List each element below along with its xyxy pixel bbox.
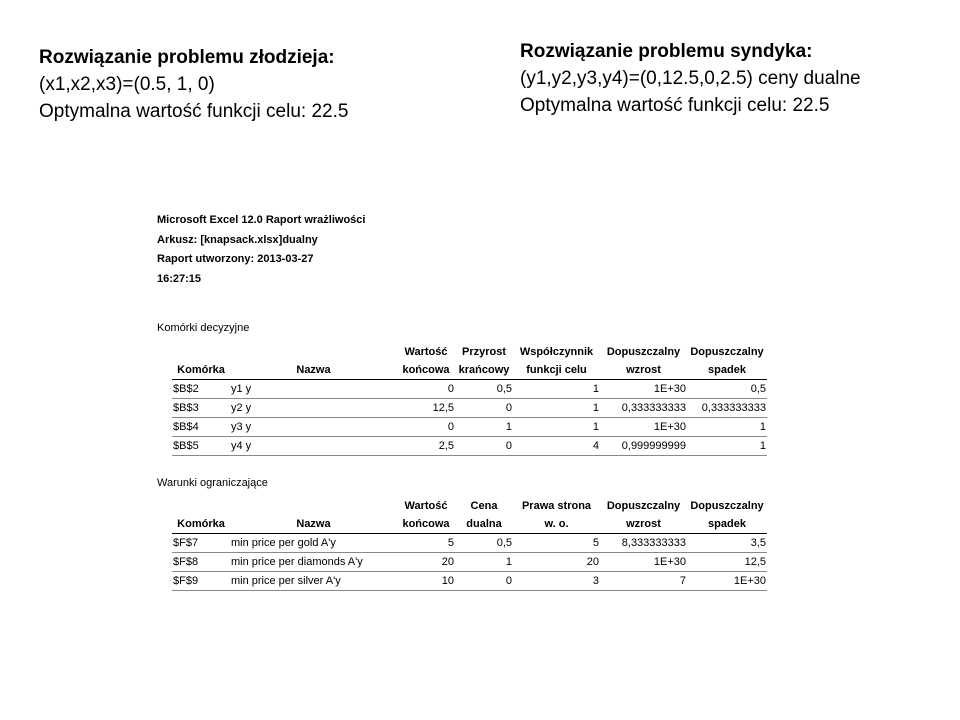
cell-value: 0	[447, 383, 454, 395]
column-header-line: spadek	[708, 518, 746, 530]
cell-value: 0	[505, 575, 512, 587]
column-header-line: Nazwa	[296, 518, 331, 530]
cell-value: 10	[441, 575, 454, 587]
cell-value: 0,5	[496, 383, 512, 395]
cell-value: 1	[505, 556, 512, 568]
table-header-row	[172, 497, 767, 534]
column-header-line: Prawa strona	[521, 500, 592, 512]
cell-name: y1 y	[231, 383, 252, 395]
column-header	[397, 497, 455, 534]
cell-name: min price per silver A'y	[231, 575, 341, 587]
column-header-line: Nazwa	[296, 364, 331, 376]
column-header-line: funkcji celu	[526, 364, 587, 376]
cell-address: $F$7	[173, 537, 199, 549]
column-header-line: Dopuszczalny	[606, 500, 681, 512]
cell-value: 0,333333333	[621, 402, 686, 414]
cell-address: $F$9	[173, 575, 199, 587]
sensitivity-report-header	[157, 211, 365, 289]
cell-address: $B$3	[173, 402, 199, 414]
liquidator-solution: (y1,y2,y3,y4)=(0,12.5,0,2.5) ceny dualne	[520, 68, 861, 89]
column-header	[172, 497, 230, 534]
column-header-line: końcowa	[402, 364, 450, 376]
cell-address: $B$4	[173, 421, 199, 433]
column-header	[600, 343, 687, 380]
table-row	[172, 418, 767, 437]
cell-value: 0,999999999	[621, 440, 686, 452]
cell-value: 7	[679, 575, 686, 587]
cell-value: 0,5	[750, 383, 766, 395]
cell-address: $B$5	[173, 440, 199, 452]
thief-heading: Rozwiązanie problemu złodzieja:	[39, 47, 335, 68]
cell-value: 2,5	[438, 440, 454, 452]
column-header-line: Cena	[470, 500, 498, 512]
thief-solution-block	[39, 44, 348, 125]
cell-value: 1	[592, 383, 599, 395]
column-header-line: wzrost	[626, 518, 661, 530]
column-header	[397, 343, 455, 380]
cell-value: 20	[586, 556, 599, 568]
cell-value: 1E+30	[733, 575, 766, 587]
cell-name: min price per gold A'y	[231, 537, 336, 549]
report-time: 16:27:15	[157, 272, 202, 285]
report-created: Raport utworzony: 2013-03-27	[157, 253, 314, 265]
column-header	[687, 497, 767, 534]
cell-value: 0	[447, 421, 454, 433]
cell-value: 3,5	[750, 537, 766, 549]
liquidator-solution-block	[520, 38, 861, 119]
cell-value: 1	[505, 421, 512, 433]
column-header	[455, 497, 513, 534]
cell-value: 0,5	[496, 537, 512, 549]
table-header-row	[172, 343, 767, 380]
report-title: Microsoft Excel 12.0 Raport wrażliwości	[157, 214, 366, 226]
cell-value: 0,333333333	[701, 402, 766, 414]
thief-objective: Optymalna wartość funkcji celu: 22.5	[39, 101, 349, 122]
column-header-line: Dopuszczalny	[606, 346, 681, 358]
cell-value: 8,333333333	[621, 537, 686, 549]
cell-name: min price per diamonds A'y	[231, 556, 363, 568]
column-header-line: końcowa	[402, 518, 450, 530]
cell-value: 1	[759, 440, 766, 452]
cell-value: 4	[592, 440, 599, 452]
column-header-line: Współczynnik	[519, 346, 594, 358]
table-row	[172, 380, 767, 399]
table-row	[172, 437, 767, 456]
column-header-line: Komórka	[177, 518, 225, 530]
column-header	[687, 343, 767, 380]
cell-value: 5	[592, 537, 599, 549]
column-header-line: krańcowy	[458, 364, 510, 376]
decision-cells-table	[172, 343, 767, 456]
cell-name: y3 y	[231, 421, 252, 433]
cell-value: 1	[592, 402, 599, 414]
cell-value: 12,5	[744, 556, 766, 568]
column-header-line: Wartość	[404, 346, 448, 358]
liquidator-heading: Rozwiązanie problemu syndyka:	[520, 41, 813, 62]
table-row	[172, 534, 767, 553]
cell-name: y2 y	[231, 402, 252, 414]
column-header	[230, 497, 397, 534]
cell-value: 1	[592, 421, 599, 433]
thief-solution: (x1,x2,x3)=(0.5, 1, 0)	[39, 74, 215, 95]
column-header	[455, 343, 513, 380]
cell-name: y4 y	[231, 440, 252, 452]
liquidator-objective: Optymalna wartość funkcji celu: 22.5	[520, 95, 830, 116]
cell-value: 1E+30	[653, 421, 686, 433]
cell-value: 1E+30	[653, 556, 686, 568]
cell-value: 20	[441, 556, 454, 568]
column-header-line: Komórka	[177, 364, 225, 376]
cell-value: 0	[505, 402, 512, 414]
column-header	[513, 343, 600, 380]
cell-value: 12,5	[432, 402, 454, 414]
column-header-line: w. o.	[544, 518, 569, 530]
report-sheet: Arkusz: [knapsack.xlsx]dualny	[157, 233, 318, 246]
column-header-line: Przyrost	[461, 346, 507, 358]
cell-value: 0	[505, 440, 512, 452]
cell-address: $F$8	[173, 556, 199, 568]
column-header	[513, 497, 600, 534]
column-header	[600, 497, 687, 534]
cell-value: 5	[447, 537, 454, 549]
cell-value: 1	[759, 421, 766, 433]
table-row	[172, 572, 767, 591]
decision-cells-label: Komórki decyzyjne	[157, 322, 250, 334]
cell-address: $B$2	[173, 383, 199, 395]
table-row	[172, 399, 767, 418]
column-header-line: Dopuszczalny	[690, 346, 764, 358]
column-header	[172, 343, 230, 380]
cell-value: 3	[592, 575, 599, 587]
cell-value: 1E+30	[653, 383, 686, 395]
column-header	[230, 343, 397, 380]
column-header-line: spadek	[708, 364, 746, 376]
table-row	[172, 553, 767, 572]
constraints-table	[172, 497, 767, 591]
column-header-line: Wartość	[404, 500, 448, 512]
constraints-label: Warunki ograniczające	[157, 477, 268, 489]
column-header-line: dualna	[466, 518, 502, 530]
column-header-line: wzrost	[626, 364, 661, 376]
column-header-line: Dopuszczalny	[690, 500, 764, 512]
